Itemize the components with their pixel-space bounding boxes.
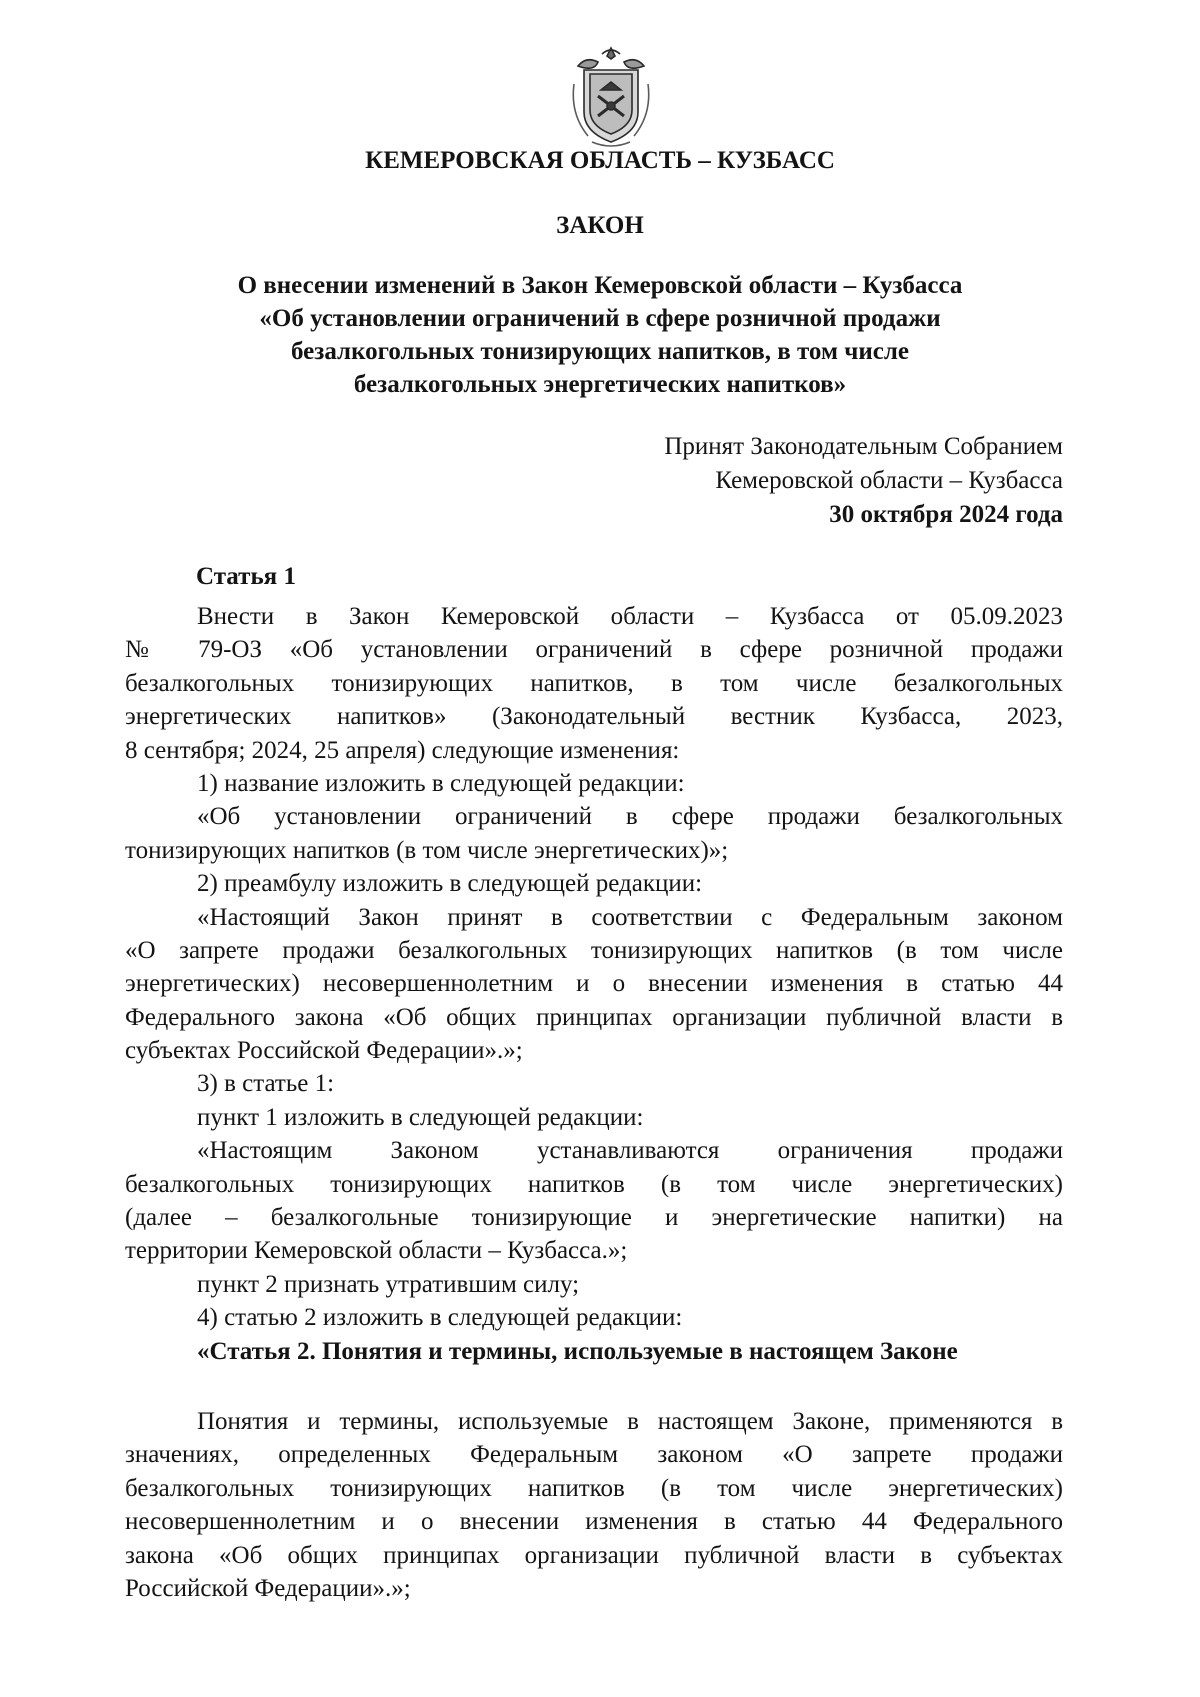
paragraph-line: безалкогольных тонизирующих напитков (в том числе энергетических) bbox=[125, 1474, 1063, 1502]
article-1-body bbox=[125, 600, 1063, 1605]
paragraph-line: энергетических напитков» (Законодательный вестник Кузбасса, 2023, bbox=[125, 703, 1063, 731]
paragraph-line: значениях, определенных Федеральным законом «О запрете продажи bbox=[125, 1441, 1063, 1469]
paragraph-line: закона «Об общих принципах организации публичной власти в субъектах bbox=[125, 1541, 1063, 1569]
adoption-date: 30 октября 2024 года bbox=[829, 501, 1063, 528]
article-1-heading: Статья 1 bbox=[196, 563, 296, 590]
paragraph-line: 4) статью 2 изложить в следующей редакции: bbox=[197, 1304, 683, 1332]
paragraph-line: 8 сентября; 2024, 25 апреля) следующие изменения: bbox=[125, 736, 680, 764]
paragraph-line: Понятия и термины, используемые в настоящем Законе, применяются в bbox=[197, 1407, 1063, 1435]
paragraph-line: безалкогольных тонизирующих напитков (в том числе энергетических) bbox=[125, 1170, 1063, 1198]
paragraph-line: № 79-ОЗ «Об установлении ограничений в сфере розничной продажи bbox=[125, 636, 1063, 664]
paragraph-line: Федерального закона «Об общих принципах организации публичной власти в bbox=[125, 1003, 1063, 1031]
paragraph-line: (далее – безалкогольные тонизирующие и энергетические напитки) на bbox=[125, 1204, 1063, 1232]
spacer bbox=[125, 1368, 1063, 1405]
paragraph-line: «Настоящим Законом устанавливаются ограничения продажи bbox=[197, 1137, 1063, 1165]
kuzbass-coat-of-arms-icon bbox=[568, 44, 654, 150]
paragraph-line: пункт 1 изложить в следующей редакции: bbox=[197, 1103, 644, 1131]
paragraph-line: «Настоящий Закон принят в соответствии с Федеральным законом bbox=[197, 903, 1063, 931]
paragraph-line: 2) преамбулу изложить в следующей редакции: bbox=[197, 870, 703, 898]
paragraph-line: тонизирующих напитков (в том числе энергетических)»; bbox=[125, 836, 729, 864]
paragraph-line: 3) в статье 1: bbox=[197, 1070, 335, 1098]
article-2-heading: «Статья 2. Понятия и термины, используемые в настоящем Законе bbox=[197, 1337, 958, 1365]
paragraph-line: несовершеннолетним и о внесении изменения в статью 44 Федерального bbox=[125, 1508, 1063, 1536]
paragraph-line: Российской Федерации».»; bbox=[125, 1574, 411, 1602]
paragraph-line: пункт 2 признать утратившим силу; bbox=[197, 1270, 580, 1298]
paragraph-line: субъектах Российской Федерации».»; bbox=[125, 1037, 523, 1065]
paragraph-line: территории Кемеровской области – Кузбасса.»; bbox=[125, 1237, 628, 1265]
adoption-line: Принят Законодательным Собранием bbox=[664, 433, 1063, 460]
law-title-line: безалкогольных энергетических напитков» bbox=[353, 371, 847, 398]
paragraph-line: Внести в Закон Кемеровской области – Кузбасса от 05.09.2023 bbox=[197, 603, 1063, 630]
paragraph-line: 1) название изложить в следующей редакции: bbox=[197, 769, 685, 797]
law-title-line: «Об установлении ограничений в сфере розничной продажи bbox=[259, 305, 941, 332]
paragraph-line: энергетических) несовершеннолетним и о внесении изменения в статью 44 bbox=[125, 970, 1063, 998]
region-name: КЕМЕРОВСКАЯ ОБЛАСТЬ – КУЗБАСС bbox=[365, 147, 835, 174]
paragraph-line: «Об установлении ограничений в сфере продажи безалкогольных bbox=[197, 803, 1063, 831]
law-title-line: безалкогольных тонизирующих напитков, в том числе bbox=[291, 338, 909, 365]
law-title bbox=[0, 269, 1200, 401]
adoption-block bbox=[664, 430, 1063, 532]
paragraph-line: «О запрете продажи безалкогольных тонизирующих напитков (в том числе bbox=[125, 936, 1063, 964]
law-title-line: О внесении изменений в Закон Кемеровской области – Кузбасса bbox=[237, 272, 963, 299]
document-type: ЗАКОН bbox=[556, 212, 644, 239]
paragraph-line: безалкогольных тонизирующих напитков, в том числе безалкогольных bbox=[125, 669, 1063, 697]
adoption-line: Кемеровской области – Кузбасса bbox=[715, 467, 1063, 494]
